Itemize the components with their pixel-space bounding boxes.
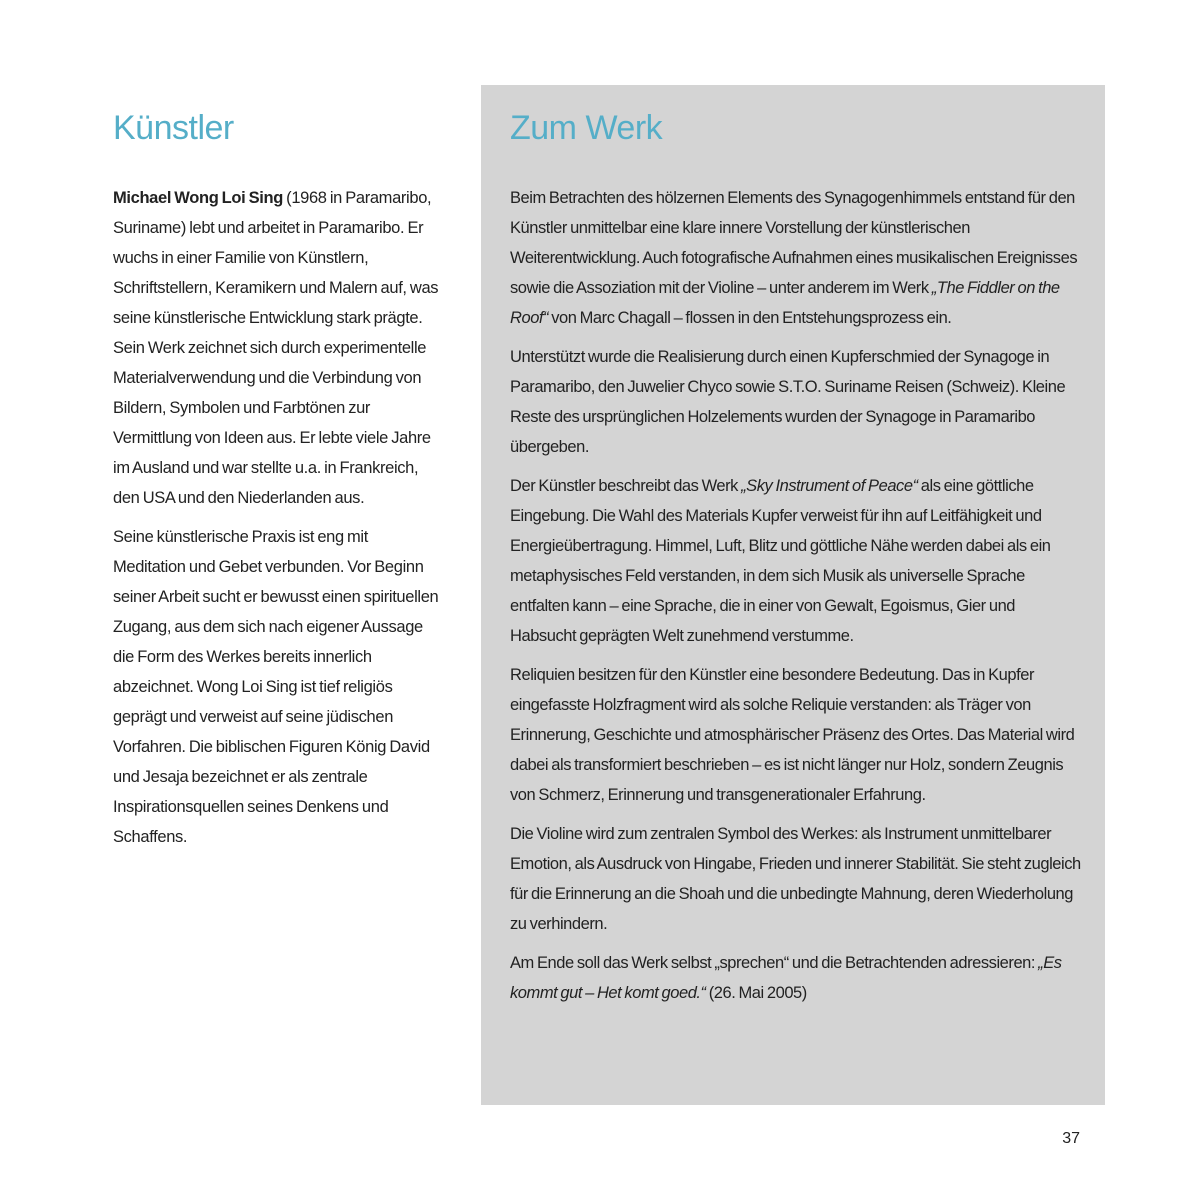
artist-bio-text: (1968 in Paramaribo, Suriname) lebt und arbeitet in Paramaribo. Er wuchs in einer Familie von Künstlern, Schriftstellern, Keramikern und Malern auf, was seine künstlerische Entwicklung stark prägte. Sein Werk zeichnet sich durch experimentelle Materialverwendung und die Verbindung von Bildern, Symbolen und Farbtönen zur Vermittlung von Ideen aus. Er lebte viele Jahre im Ausland und war stellte u.a. in Frankreich, den USA und den Niederlanden aus. [113, 189, 439, 507]
artist-paragraph-1 [113, 183, 443, 513]
artist-paragraph-2: Seine künstlerische Praxis ist eng mit Meditation und Gebet verbunden. Vor Beginn seiner Arbeit sucht er bewusst einen spirituellen Zugang, aus dem sich nach eigener Aussage die Form des Werkes bereits innerlich abzeichnet. Wong Loi Sing ist tief religiös geprägt und verweist auf seine jüdischen Vorfahren. Die biblischen Figuren König David und Jesaja bezeichnet er als zentrale Inspirationsquellen seines Denkens und Schaffens. [113, 528, 439, 846]
artist-name: Michael Wong Loi Sing [113, 189, 283, 207]
work-paragraph-4: Reliquien besitzen für den Künstler eine besondere Bedeutung. Das in Kupfer eingefasste Holzfragment wird als solche Reliquie verstanden: als Träger von Erinnerung, Geschichte und atmosphärischer Präsenz des Ortes. Das Material wird dabei als transformiert beschrieben – es ist nicht länger nur Holz, sondern Zeugnis von Schmerz, Erinnerung und transgenerationaler Erfahrung. [510, 666, 1075, 804]
artist-column [113, 108, 443, 861]
work-paragraph-5: Die Violine wird zum zentralen Symbol des Werkes: als Instrument unmittelbarer Emotion, als Ausdruck von Hingabe, Frieden und innerer Stabilität. Sie steht zugleich für die Erinnerung an die Shoah und die unbedingte Mahnung, deren Wiederholung zu verhindern. [510, 825, 1081, 933]
work-p1-title: „The Fiddler on the Roof“ [510, 279, 1060, 327]
page-number: 37 [1062, 1130, 1080, 1147]
work-paragraph-6 [510, 948, 1082, 1008]
work-p6-text-b: (26. Mai 2005) [705, 984, 807, 1002]
work-paragraph-2: Unterstützt wurde die Realisierung durch einen Kupferschmied der Synagoge in Paramaribo, den Juwelier Chyco sowie S.T.O. Suriname Reisen (Schweiz). Kleine Reste des ursprünglichen Holzelements wurden der Synagoge in Paramaribo übergeben. [510, 348, 1066, 456]
work-info-box [481, 85, 1105, 1105]
work-column [510, 108, 1082, 1017]
work-paragraph-3 [510, 471, 1082, 651]
work-heading: Zum Werk [510, 109, 663, 147]
work-p3-title: „Sky Instrument of Peace“ [741, 477, 918, 495]
work-p6-quote: „Es kommt gut – Het komt goed.“ [510, 954, 1062, 1002]
work-paragraph-1 [510, 183, 1082, 333]
work-p1-text-a: Beim Betrachten des hölzernen Elements des Synagogenhimmels entstand für den Künstler unmittelbar eine klare innere Vorstellung der künstlerischen Weiterentwicklung. Auch fotografische Aufnahmen eines musikalischen Ereignisses sowie die Assoziation mit der Violine – unter anderem im Werk [510, 189, 1078, 297]
work-p6-text-a: Am Ende soll das Werk selbst „sprechen“ und die Betrachtenden adressieren: [510, 954, 1039, 972]
work-p3-text-b: als eine göttliche Eingebung. Die Wahl des Materials Kupfer verweist für ihn auf Leitfähigkeit und Energieübertragung. Himmel, Luft, Blitz und göttliche Nähe werden dabei als ein metaphysisches Feld verstanden, in dem sich Musik als universelle Sprache entfalten kann – eine Sprache, die in einer von Gewalt, Egoismus, Gier und Habsucht geprägten Welt zunehmend verstumme. [510, 477, 1051, 645]
work-p1-text-b: von Marc Chagall – flossen in den Entstehungsprozess ein. [548, 309, 952, 327]
work-p3-text-a: Der Künstler beschreibt das Werk [510, 477, 742, 495]
artist-heading: Künstler [113, 109, 234, 147]
